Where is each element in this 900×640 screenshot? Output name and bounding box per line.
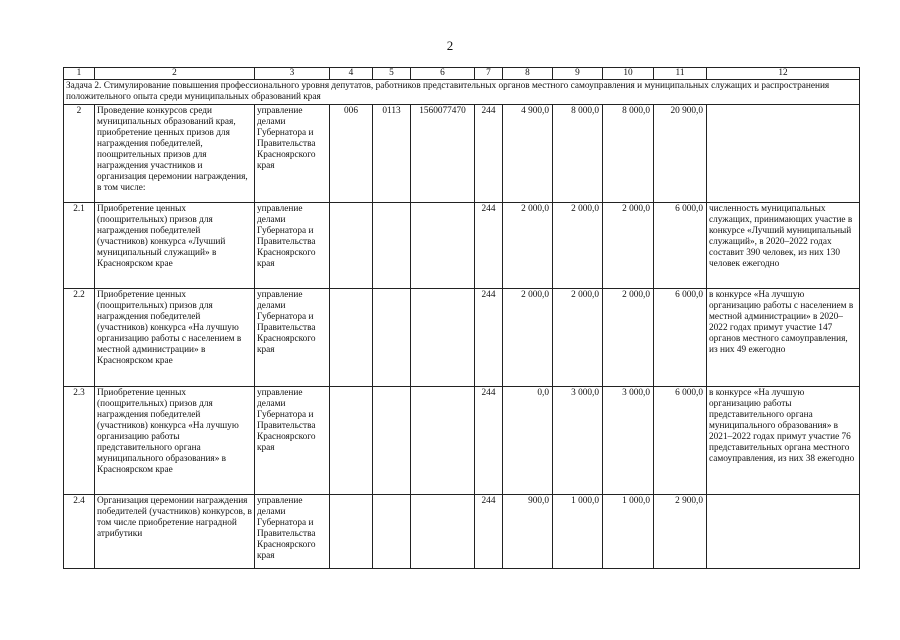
amount-cell: 6 000,0: [654, 289, 707, 387]
header-cell: 5: [373, 68, 411, 80]
header-cell: 3: [255, 68, 330, 80]
code-cell: [330, 289, 373, 387]
code-cell: [373, 289, 411, 387]
amount-cell: 2 000,0: [553, 203, 603, 289]
task-row: [64, 80, 860, 105]
expected-result: [707, 495, 860, 569]
code-cell: [330, 387, 373, 495]
code-cell: [330, 495, 373, 569]
code-cell: [373, 495, 411, 569]
amount-cell: 20 900,0: [654, 105, 707, 203]
code-cell: [330, 203, 373, 289]
table-row: [64, 387, 860, 495]
row-number: 2.3: [64, 387, 95, 495]
activity-name: Проведение конкурсов среди муниципальных образований края, приобретение ценных призов для награждения победителей, поощрительных призов для награждения участников и организация церемонии награждения, в том числе:: [95, 105, 255, 203]
row-number: 2.4: [64, 495, 95, 569]
header-cell: 12: [707, 68, 860, 80]
activity-name: Приобретение ценных (поощрительных) призов для награждения победителей (участников) конкурса «Лучший муниципальный служащий» в Красноярском крае: [95, 203, 255, 289]
amount-cell: 2 000,0: [503, 289, 553, 387]
activity-name: Приобретение ценных (поощрительных) призов для награждения победителей (участников) конкурса «На лучшую организацию работы с населением в местной администрации» в Красноярском крае: [95, 289, 255, 387]
header-cell: 6: [411, 68, 475, 80]
administrator: управление делами Губернатора и Правительства Красноярского края: [255, 495, 330, 569]
row-number: 2.2: [64, 289, 95, 387]
amount-cell: 8 000,0: [603, 105, 654, 203]
table-row: [64, 203, 860, 289]
amount-cell: 8 000,0: [553, 105, 603, 203]
amount-cell: 0,0: [503, 387, 553, 495]
administrator: управление делами Губернатора и Правительства Красноярского края: [255, 105, 330, 203]
header-cell: 9: [553, 68, 603, 80]
task-title: Задача 2. Стимулирование повышения профессионального уровня депутатов, работников представительных органов местного самоуправления и муниципальных служащих и распространения положительного опыта среди муниципальных образований края: [64, 80, 860, 105]
activity-name: Организация церемонии награждения победителей (участников) конкурсов, в том числе приобретение наградной атрибутики: [95, 495, 255, 569]
amount-cell: 6 000,0: [654, 203, 707, 289]
code-cell: 244: [475, 495, 503, 569]
administrator: управление делами Губернатора и Правительства Красноярского края: [255, 387, 330, 495]
amount-cell: 2 900,0: [654, 495, 707, 569]
header-cell: 11: [654, 68, 707, 80]
amount-cell: 3 000,0: [553, 387, 603, 495]
header-cell: 2: [95, 68, 255, 80]
code-cell: 006: [330, 105, 373, 203]
row-number: 2: [64, 105, 95, 203]
code-cell: 244: [475, 105, 503, 203]
header-cell: 7: [475, 68, 503, 80]
code-cell: 244: [475, 387, 503, 495]
amount-cell: 2 000,0: [603, 289, 654, 387]
table-row: [64, 289, 860, 387]
amount-cell: 900,0: [503, 495, 553, 569]
code-cell: 244: [475, 289, 503, 387]
header-cell: 1: [64, 68, 95, 80]
amount-cell: 2 000,0: [503, 203, 553, 289]
amount-cell: 1 000,0: [553, 495, 603, 569]
code-cell: [411, 289, 475, 387]
administrator: управление делами Губернатора и Правительства Красноярского края: [255, 289, 330, 387]
budget-table: [63, 67, 860, 569]
amount-cell: 4 900,0: [503, 105, 553, 203]
expected-result: в конкурсе «На лучшую организацию работы с населением в местной администрации» в 2020–2022 годах примут участие 147 органов местного самоуправления, из них 49 ежегодно: [707, 289, 860, 387]
expected-result: в конкурсе «На лучшую организацию работы представительного органа муниципального образования» в 2021–2022 годах примут участие 76 представительных органа местного самоуправления, из них 38 ежегодно: [707, 387, 860, 495]
page-number: 2: [446, 38, 454, 53]
code-cell: [373, 203, 411, 289]
administrator: управление делами Губернатора и Правительства Красноярского края: [255, 203, 330, 289]
header-cell: 10: [603, 68, 654, 80]
code-cell: [411, 203, 475, 289]
code-cell: [373, 387, 411, 495]
amount-cell: 3 000,0: [603, 387, 654, 495]
activity-name: Приобретение ценных (поощрительных) призов для награждения победителей (участников) конкурса «На лучшую организацию работы представительного органа муниципального образования» в Красноярском крае: [95, 387, 255, 495]
code-cell: 1560077470: [411, 105, 475, 203]
table-row: [64, 495, 860, 569]
header-row: [64, 68, 860, 80]
code-cell: 244: [475, 203, 503, 289]
row-number: 2.1: [64, 203, 95, 289]
amount-cell: 6 000,0: [654, 387, 707, 495]
code-cell: [411, 495, 475, 569]
amount-cell: 2 000,0: [603, 203, 654, 289]
expected-result: [707, 105, 860, 203]
table-row: [64, 105, 860, 203]
code-cell: [411, 387, 475, 495]
header-cell: 4: [330, 68, 373, 80]
code-cell: 0113: [373, 105, 411, 203]
amount-cell: 1 000,0: [603, 495, 654, 569]
header-cell: 8: [503, 68, 553, 80]
amount-cell: 2 000,0: [553, 289, 603, 387]
expected-result: численность муниципальных служащих, принимающих участие в конкурсе «Лучший муниципальный служащий», в 2020–2022 годах составит 390 человек, из них 130 человек ежегодно: [707, 203, 860, 289]
